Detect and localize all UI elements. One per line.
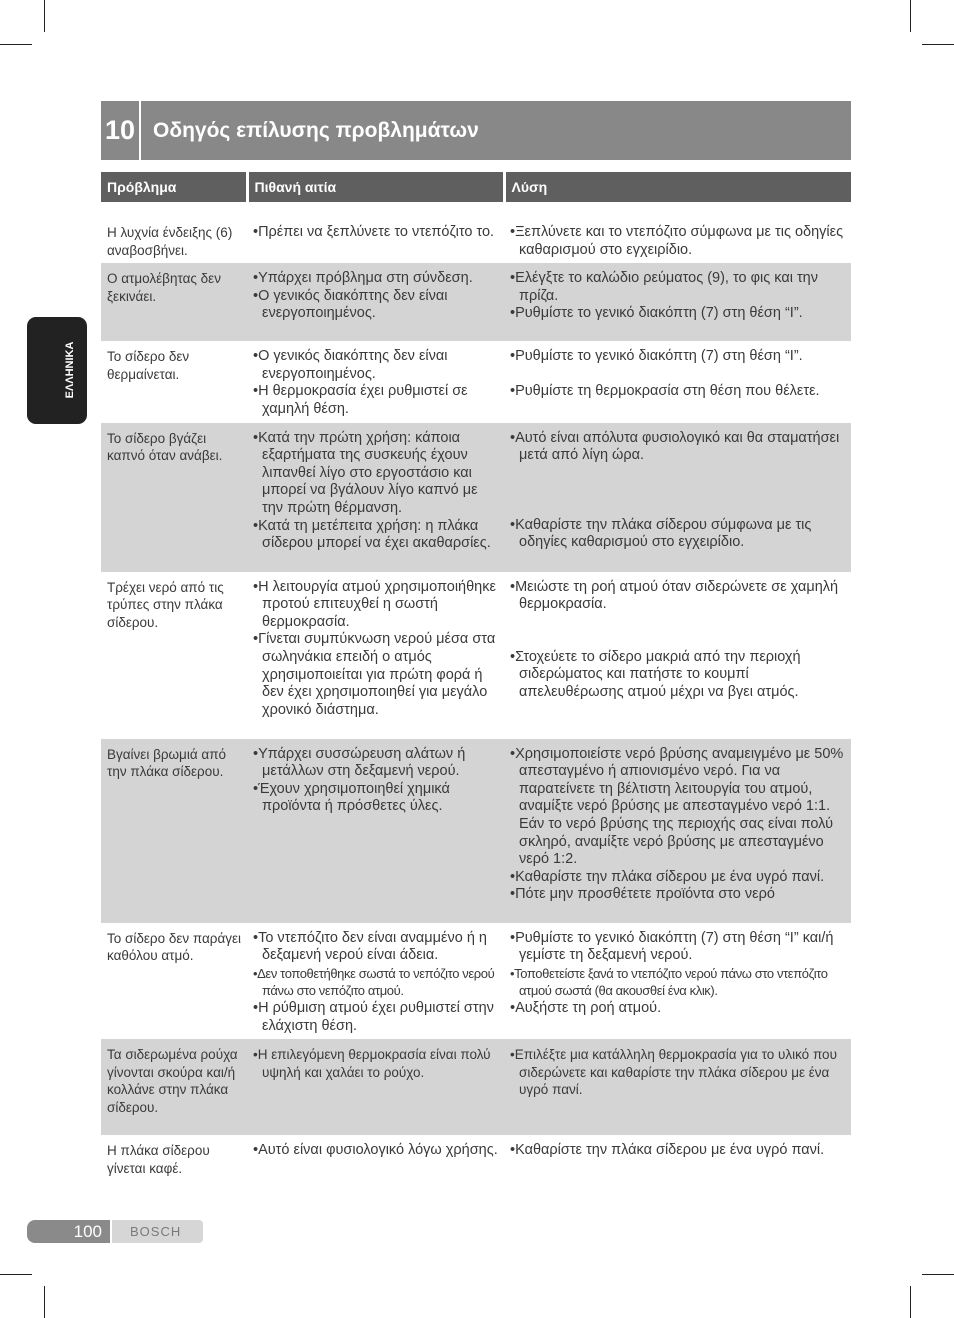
cause-item: •Η θερμοκρασία έχει ρυθμιστεί σε χαμηλή θέση. bbox=[253, 383, 468, 417]
brand-text: BOSCH bbox=[130, 1224, 182, 1239]
solution-item: •Ρυθμίστε το γενικό διακόπτη (7) στη θέση “I”. bbox=[510, 348, 803, 365]
solution-item: •Ξεπλύνετε και το ντεπόζιτο σύμφωνα με τις οδηγίες καθαρισμού στο εγχειρίδιο. bbox=[510, 224, 844, 258]
cause-item: •Έχουν χρησιμοποιηθεί χημικά προϊόντα ή πρόσθετες ύλες. bbox=[253, 780, 450, 815]
solution-cell bbox=[504, 423, 851, 572]
table-row bbox=[101, 1039, 851, 1135]
problem-cell: Τα σιδερωμένα ρούχα γίνονται σκούρα και/ή κολλάνε στην πλάκα σίδερου. bbox=[101, 1039, 247, 1135]
cause-item: •Υπάρχει πρόβλημα στη σύνδεση. bbox=[253, 270, 473, 287]
page-number bbox=[27, 1220, 110, 1243]
crop-mark bbox=[910, 0, 911, 32]
table-header-row bbox=[101, 172, 851, 202]
solution-cell bbox=[504, 572, 851, 739]
solution-item: •Μειώστε τη ροή ατμού όταν σιδερώνετε σε χαμηλή θερμοκρασία. bbox=[510, 578, 839, 613]
problem-cell: Το σίδερο δεν θερμαίνεται. bbox=[107, 349, 190, 382]
cause-item: •Το ντεπόζιτο δεν είναι αναμμένο ή η δεξαμενή νερού είναι άδεια. bbox=[253, 929, 487, 964]
solution-item: •Ρυθμίστε το γενικό διακόπτη (7) στη θέση “I” και/ή γεμίστε τη δεξαμενή νερού. bbox=[510, 929, 834, 964]
solution-item: •Στοχεύετε το σίδερο μακριά από την περιοχή σιδερώματος και πατήστε το κουμπί απελευθέρωσης ατμού μέχρι να βγει ατμός. bbox=[510, 648, 801, 700]
cause-cell bbox=[247, 1039, 504, 1135]
cause-item: •Η επιλεγόμενη θερμοκρασία είναι πολύ υψηλή και χαλάει το ρούχο. bbox=[253, 1047, 491, 1080]
solution-item: •Καθαρίστε την πλάκα σίδερου με ένα υγρό πανί. bbox=[510, 868, 825, 885]
column-header-problem: Πρόβλημα bbox=[101, 172, 247, 202]
table-row bbox=[101, 263, 851, 341]
cause-item: •Κατά τη μετέπειτα χρήση: η πλάκα σίδερου μπορεί να έχει ακαθαρσίες. bbox=[253, 517, 491, 552]
crop-mark bbox=[44, 1286, 45, 1318]
solution-cell bbox=[504, 341, 851, 422]
solution-cell bbox=[504, 739, 851, 923]
table-row bbox=[101, 341, 851, 422]
solution-item: •Επιλέξτε μια κατάλληλη θερμοκρασία για το υλικό που σιδερώνετε και καθαρίστε την πλάκα σίδερου με ένα υγρό πανί. bbox=[510, 1047, 837, 1098]
solution-item: •Αυξήστε τη ροή ατμού. bbox=[510, 999, 662, 1016]
problem-cell: Η πλάκα σίδερου γίνεται καφέ. bbox=[107, 1143, 210, 1176]
brand-label bbox=[112, 1220, 203, 1243]
crop-mark bbox=[0, 1274, 32, 1275]
cause-item: •Γίνεται συμπύκνωση νερού μέσα στα σωληνάκια επειδή ο ατμός χρησιμοποιείται για πρώτη φορά ή δεν έχει χρησιμοποιηθεί για μεγάλο χρονικό διάστημα. bbox=[253, 631, 496, 718]
cause-item: •Υπάρχει συσσώρευση αλάτων ή μετάλλων στη δεξαμενή νερού. bbox=[253, 745, 466, 780]
language-tab-label: ΕΛΛΗΝΙΚΑ bbox=[64, 341, 76, 399]
problem-cell: Βγαίνει βρωμιά από την πλάκα σίδερου. bbox=[101, 739, 247, 923]
crop-mark bbox=[922, 44, 954, 45]
crop-mark bbox=[922, 1274, 954, 1275]
table-row bbox=[101, 1135, 851, 1183]
cause-cell bbox=[247, 217, 504, 263]
column-header-cause: Πιθανή αιτία bbox=[247, 172, 504, 202]
column-header-solution: Λύση bbox=[504, 172, 851, 202]
cause-item: •Η ρύθμιση ατμού έχει ρυθμιστεί στην ελάχιστη θέση. bbox=[253, 999, 494, 1034]
solution-item: •Ρυθμίστε τη θερμοκρασία στη θέση που θέλετε. bbox=[510, 383, 820, 400]
problem-cell: Το σίδερο βγάζει καπνό όταν ανάβει. bbox=[101, 423, 247, 572]
crop-mark bbox=[910, 1286, 911, 1318]
cause-cell bbox=[247, 739, 504, 923]
page-number-text: 100 bbox=[73, 1222, 102, 1241]
cause-cell bbox=[247, 263, 504, 341]
cause-item: •Κατά την πρώτη χρήση: κάποια εξαρτήματα της συσκευής έχουν λιπανθεί λίγο στο εργοστάσιο και μπορεί να βγάλουν λίγο καπνό με την πρώτη θέρμανση. bbox=[253, 429, 478, 516]
cause-item: •Η λειτουργία ατμού χρησιμοποιήθηκε προτού επιτευχθεί η σωστή θερμοκρασία. bbox=[253, 578, 496, 630]
problem-cell: Το σίδερο δεν παράγει καθόλου ατμό. bbox=[107, 930, 242, 964]
cause-item: •Ο γενικός διακόπτης δεν είναι ενεργοποιημένος. bbox=[253, 287, 448, 322]
solution-item: •Αυτό είναι απόλυτα φυσιολογικό και θα σταματήσει μετά από λίγη ώρα. bbox=[510, 429, 840, 464]
solution-item: •Τοποθετείστε ξανά το ντεπόζιτο νερού πάνω στο ντεπόζιτο ατμού σωστά (θα ακουσθεί ένα κλικ). bbox=[510, 965, 828, 999]
table-row bbox=[101, 217, 851, 263]
problem-cell: Η λυχνία ένδειξης (6) αναβοσβήνει. bbox=[107, 225, 233, 258]
cause-item: •Ο γενικός διακόπτης δεν είναι ενεργοποιημένος. bbox=[253, 348, 448, 382]
solution-cell bbox=[504, 263, 851, 341]
section-number: 10 bbox=[101, 101, 141, 160]
cause-cell bbox=[247, 923, 504, 1040]
solution-cell bbox=[504, 1039, 851, 1135]
cause-cell bbox=[247, 341, 504, 422]
language-tab bbox=[27, 317, 87, 424]
table-row bbox=[101, 739, 851, 923]
cause-cell bbox=[247, 572, 504, 739]
solution-item: •Καθαρίστε την πλάκα σίδερου με ένα υγρό πανί. bbox=[510, 1142, 825, 1159]
problem-cell: Τρέχει νερό από τις τρύπες στην πλάκα σίδερου. bbox=[107, 579, 224, 630]
cause-item: •Πρέπει να ξεπλύνετε το ντεπόζιτο το. bbox=[253, 224, 495, 240]
solution-cell bbox=[504, 923, 851, 1040]
solution-item: •Πότε μην προσθέτετε προϊόντα στο νερό bbox=[510, 886, 775, 903]
troubleshooting-table bbox=[101, 172, 851, 1183]
solution-item: •Ρυθμίστε το γενικό διακόπτη (7) στη θέση “I”. bbox=[510, 305, 803, 322]
cause-item: •Δεν τοποθετήθηκε σωστά το νεπόζιτο νερού πάνω στο νεπόζιτο ατμού. bbox=[253, 965, 495, 999]
cause-cell bbox=[247, 423, 504, 572]
table-row bbox=[101, 923, 851, 1040]
solution-cell bbox=[504, 1135, 851, 1183]
problem-cell: Ο ατμολέβητας δεν ξεκινάει. bbox=[101, 263, 247, 341]
solution-item: •Ελέγξτε το καλώδιο ρεύματος (9), το φις και την πρίζα. bbox=[510, 270, 818, 304]
cause-item: •Αυτό είναι φυσιολογικό λόγω χρήσης. bbox=[253, 1142, 498, 1159]
solution-item: •Καθαρίστε την πλάκα σίδερου σύμφωνα με τις οδηγίες καθαρισμού στο εγχειρίδιο. bbox=[510, 516, 812, 551]
solution-item: •Χρησιμοποιείστε νερό βρύσης αναμειγμένο με 50% απεσταγμένο ή απιονισμένο νερό. Για να παρατείνετε τη βέλτιστη λειτουργία του ατμού, αναμίξτε νερό βρύσης με απεσταγμένο νερό 1:1. Εάν το νερό βρύσης της περιοχής σας είναι πολύ σκληρό, αναμίξτε νερό βρύσης με απεσταγμένο νερό 1:2. bbox=[510, 745, 844, 868]
table-row bbox=[101, 572, 851, 739]
section-title: Οδηγός επίλυσης προβλημάτων bbox=[153, 119, 479, 142]
section-header bbox=[101, 101, 851, 160]
solution-cell bbox=[504, 217, 851, 263]
cause-cell bbox=[247, 1135, 504, 1183]
table-row bbox=[101, 423, 851, 572]
crop-mark bbox=[44, 0, 45, 32]
crop-mark bbox=[0, 44, 32, 45]
